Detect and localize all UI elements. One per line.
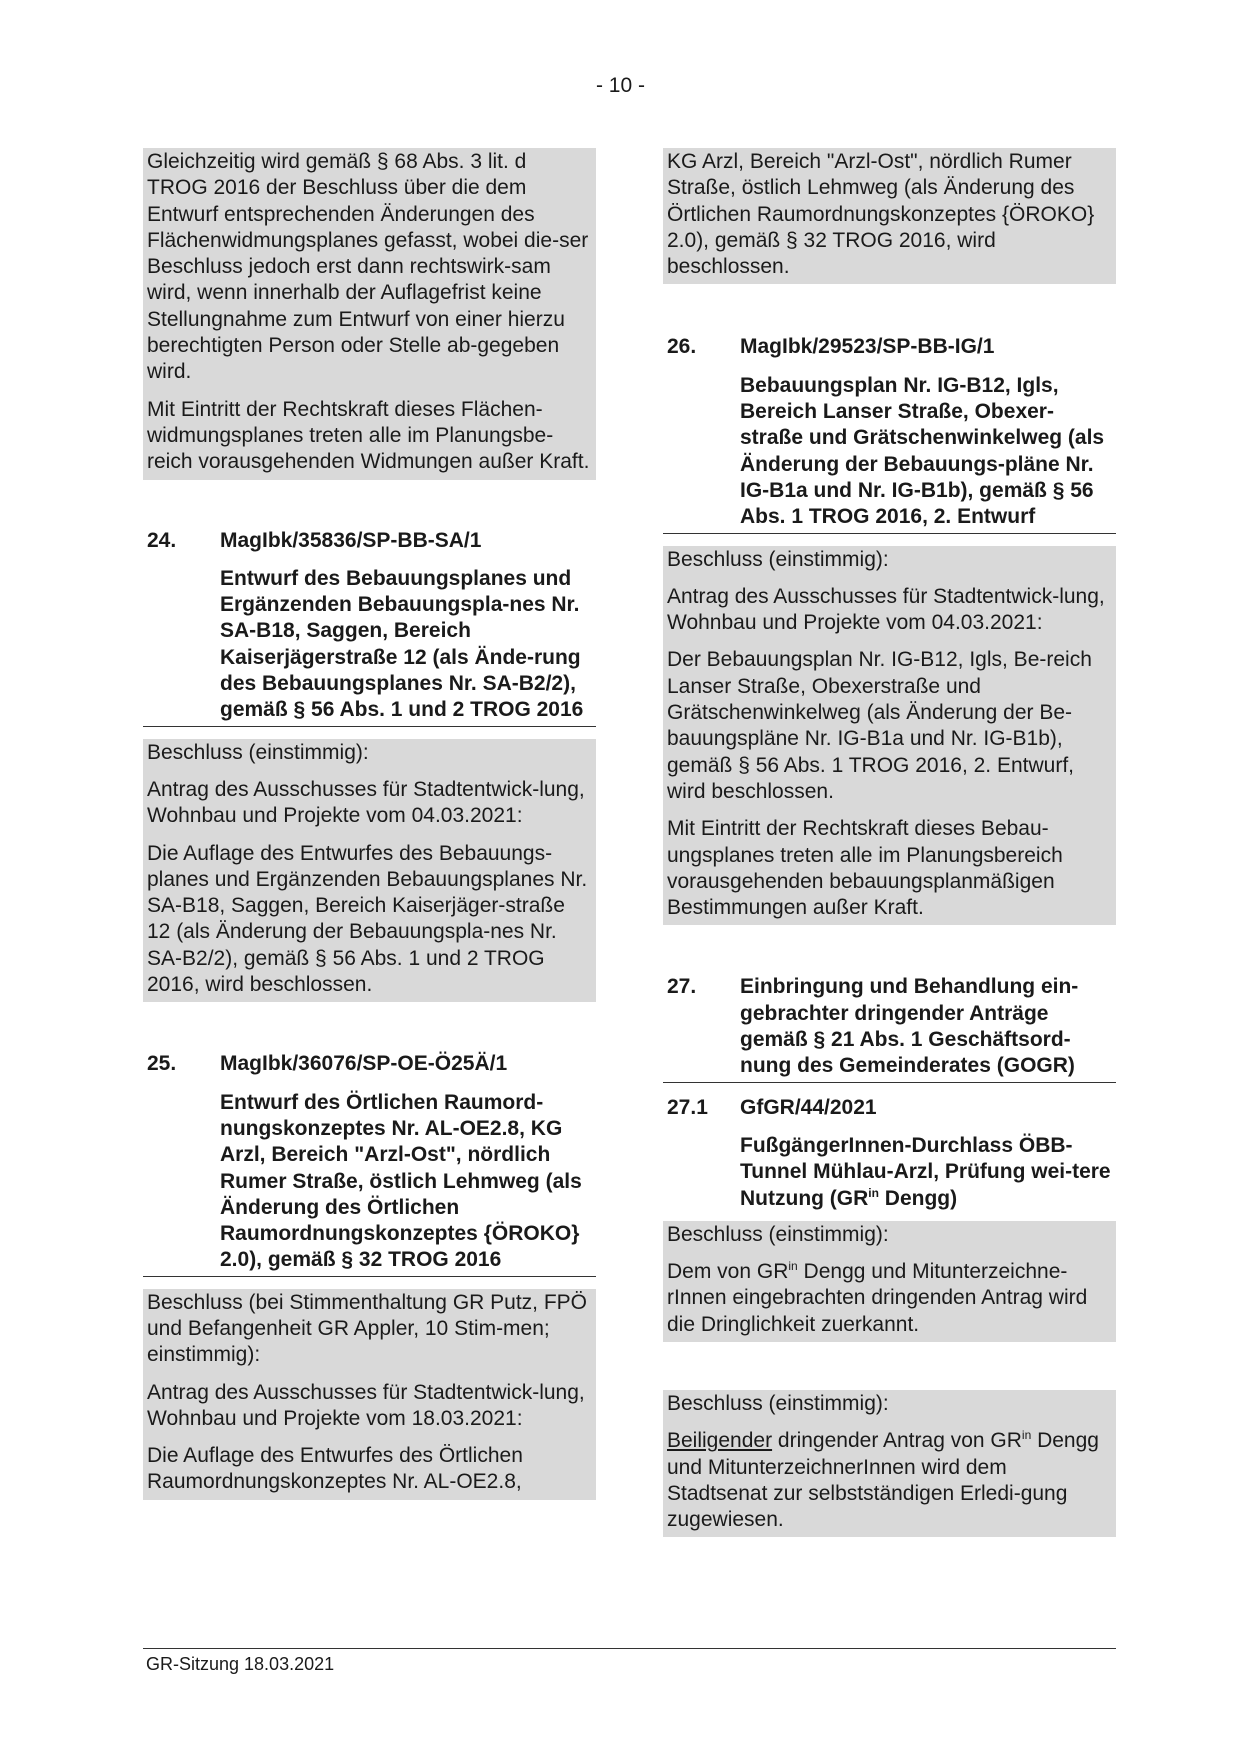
- text-part: Beiligender: [667, 1429, 773, 1453]
- item-title: Einbringung und Behandlung ein-gebrachter dringender Anträge gemäß § 21 Abs. 1 Geschäftsord-nung des Gemeinderates (GOGR): [740, 975, 1079, 1078]
- item-reference: MagIbk/35836/SP-BB-SA/1: [220, 528, 482, 552]
- item-title: Bebauungsplan Nr. IG-B12, Igls, Bereich Lanser Straße, Obexer-straße und Grätschenwinkelweg (als Änderung der Bebauungs-pläne Nr. IG-B1a und Nr. IG-B1b), gemäß § 56 Abs. 1 TROG 2016, 2. Entwurf: [740, 373, 1105, 529]
- motion-text: Antrag des Ausschusses für Stadtentwick-lung, Wohnbau und Projekte vom 04.03.2021:: [147, 777, 585, 828]
- resolution-paragraph: Gleichzeitig wird gemäß § 68 Abs. 3 lit. d TROG 2016 der Beschluss über die dem Entwurf entsprechenden Änderungen des Flächenwidmungsplanes gefasst, wobei die-ser Beschluss jedoch erst dann rechtswirk-sam wird, wenn innerhalb der Auflagefrist keine Stellungnahme zum Entwurf von einer hierzu berechtigten Person oder Stelle ab-gegeben wird.: [147, 150, 589, 384]
- resolution-box-27-1b: [663, 1390, 1116, 1537]
- resolution-box-26: [663, 546, 1116, 926]
- item-title-text: FußgängerInnen-Durchlass ÖBB-Tunnel Mühlau-Arzl, Prüfung wei-tere Nutzung (GR: [740, 1133, 1111, 1210]
- right-column: [663, 148, 1116, 1537]
- footer-divider: [143, 1648, 1116, 1649]
- resolution-label: Beschluss (einstimmig):: [147, 740, 369, 764]
- resolution-text: Die Auflage des Entwurfes des Örtlichen Raumordnungskonzeptes Nr. AL-OE2.8,: [147, 1444, 523, 1494]
- resolution-text: [667, 1428, 1112, 1533]
- continued-resolution-box: [143, 148, 596, 480]
- resolution-text: Mit Eintritt der Rechtskraft dieses Bebau-ungsplanes treten alle im Planungsbereich vorausgehenden bebauungsplanmäßigen Bestimmungen außer Kraft.: [667, 817, 1063, 920]
- continued-resolution-box: [663, 148, 1116, 284]
- superscript: in: [868, 1185, 879, 1200]
- resolution-box-27-1a: [663, 1221, 1116, 1342]
- resolution-box-25: [143, 1289, 596, 1500]
- item-reference: MagIbk/36076/SP-OE-Ö25Ä/1: [220, 1052, 508, 1076]
- resolution-label: Beschluss (einstimmig):: [667, 1391, 889, 1415]
- resolution-text: Der Bebauungsplan Nr. IG-B12, Igls, Be-reich Lanser Straße, Obexerstraße und Grätschenwinkelweg (als Änderung der Be-bauungspläne Nr. IG-B1a und Nr. IG-B1b), gemäß § 56 Abs. 1 TROG 2016, 2. Entwurf, wird beschlossen.: [667, 648, 1092, 803]
- resolution-box-24: [143, 739, 596, 1003]
- item-reference: GfGR/44/2021: [740, 1095, 877, 1119]
- superscript: in: [788, 1259, 798, 1274]
- text-part: Dengg und Mitunterzeichne-rInnen eingebrachten dringenden Antrag wird die Dringlichkeit zuerkannt.: [667, 1260, 1088, 1336]
- agenda-item-27-1: [663, 1095, 1116, 1214]
- resolution-text: Die Auflage des Entwurfes des Bebauungs-planes und Ergänzenden Bebauungsplanes Nr. SA-B18, Saggen, Bereich Kaiserjäger-straße 12 (als Änderung der Bebauungspla-nes Nr. SA-B2/2), gemäß § 56 Abs. 1 und 2 TROG 2016, wird beschlossen.: [147, 841, 588, 997]
- item-title: [663, 1133, 1116, 1212]
- text-part: Dengg und MitunterzeichnerInnen wird dem Stadtsenat zur selbstständigen Erledi-gung zugewiesen.: [667, 1429, 1099, 1532]
- page-number: - 10 -: [595, 74, 645, 97]
- text-part: dringender Antrag von GR: [772, 1429, 1022, 1453]
- resolution-label: Beschluss (einstimmig):: [667, 547, 889, 571]
- motion-text: Antrag des Ausschusses für Stadtentwick-lung, Wohnbau und Projekte vom 18.03.2021:: [147, 1380, 585, 1430]
- agenda-item-26: [663, 334, 1116, 533]
- footer-text: GR-Sitzung 18.03.2021: [146, 1654, 335, 1674]
- item-number: 25.: [147, 1052, 177, 1076]
- resolution-paragraph: KG Arzl, Bereich "Arzl-Ost", nördlich Rumer Straße, östlich Lehmweg (als Änderung des Örtlichen Raumordnungskonzeptes {ÖROKO} 2.0), gemäß § 32 TROG 2016, wird beschlossen.: [667, 150, 1095, 279]
- item-title: Entwurf des Örtlichen Raumord-nungskonzeptes Nr. AL-OE2.8, KG Arzl, Bereich "Arzl-Ost", nördlich Rumer Straße, östlich Lehmweg (als Änderung des Örtlichen Raumordnungskonzeptes {ÖROKO} 2.0), gemäß § 32 TROG 2016: [220, 1090, 582, 1272]
- text-part: Dem von GR: [667, 1260, 789, 1284]
- motion-text: Antrag des Ausschusses für Stadtentwick-lung, Wohnbau und Projekte vom 04.03.2021:: [667, 584, 1105, 635]
- resolution-paragraph: Mit Eintritt der Rechtskraft dieses Flächen-widmungsplanes treten alle im Planungsbe-reich vorausgehenden Widmungen außer Kraft.: [147, 397, 590, 474]
- item-number: 27.: [667, 975, 697, 999]
- superscript: in: [1021, 1428, 1032, 1443]
- resolution-text: [667, 1259, 1112, 1338]
- resolution-label: Beschluss (bei Stimmenthaltung GR Putz, FPÖ und Befangenheit GR Appler, 10 Stim-men; einstimmig):: [147, 1290, 588, 1367]
- agenda-item-24: [143, 528, 596, 727]
- item-number: 26.: [667, 335, 697, 359]
- item-title-text: Dengg): [878, 1186, 958, 1210]
- item-number: 27.1: [667, 1095, 708, 1119]
- item-reference: MagIbk/29523/SP-BB-IG/1: [740, 335, 995, 359]
- agenda-item-25: [143, 1051, 596, 1276]
- left-column: [143, 148, 596, 1500]
- item-number: 24.: [147, 528, 177, 552]
- resolution-label: Beschluss (einstimmig):: [667, 1222, 889, 1246]
- item-title: Entwurf des Bebauungsplanes und Ergänzenden Bebauungspla-nes Nr. SA-B18, Saggen, Bereich Kaiserjägerstraße 12 (als Ände-rung des Bebauungsplanes Nr. SA-B2/2), gemäß § 56 Abs. 1 und 2 TROG 2016: [220, 566, 584, 722]
- agenda-item-27: [663, 974, 1116, 1082]
